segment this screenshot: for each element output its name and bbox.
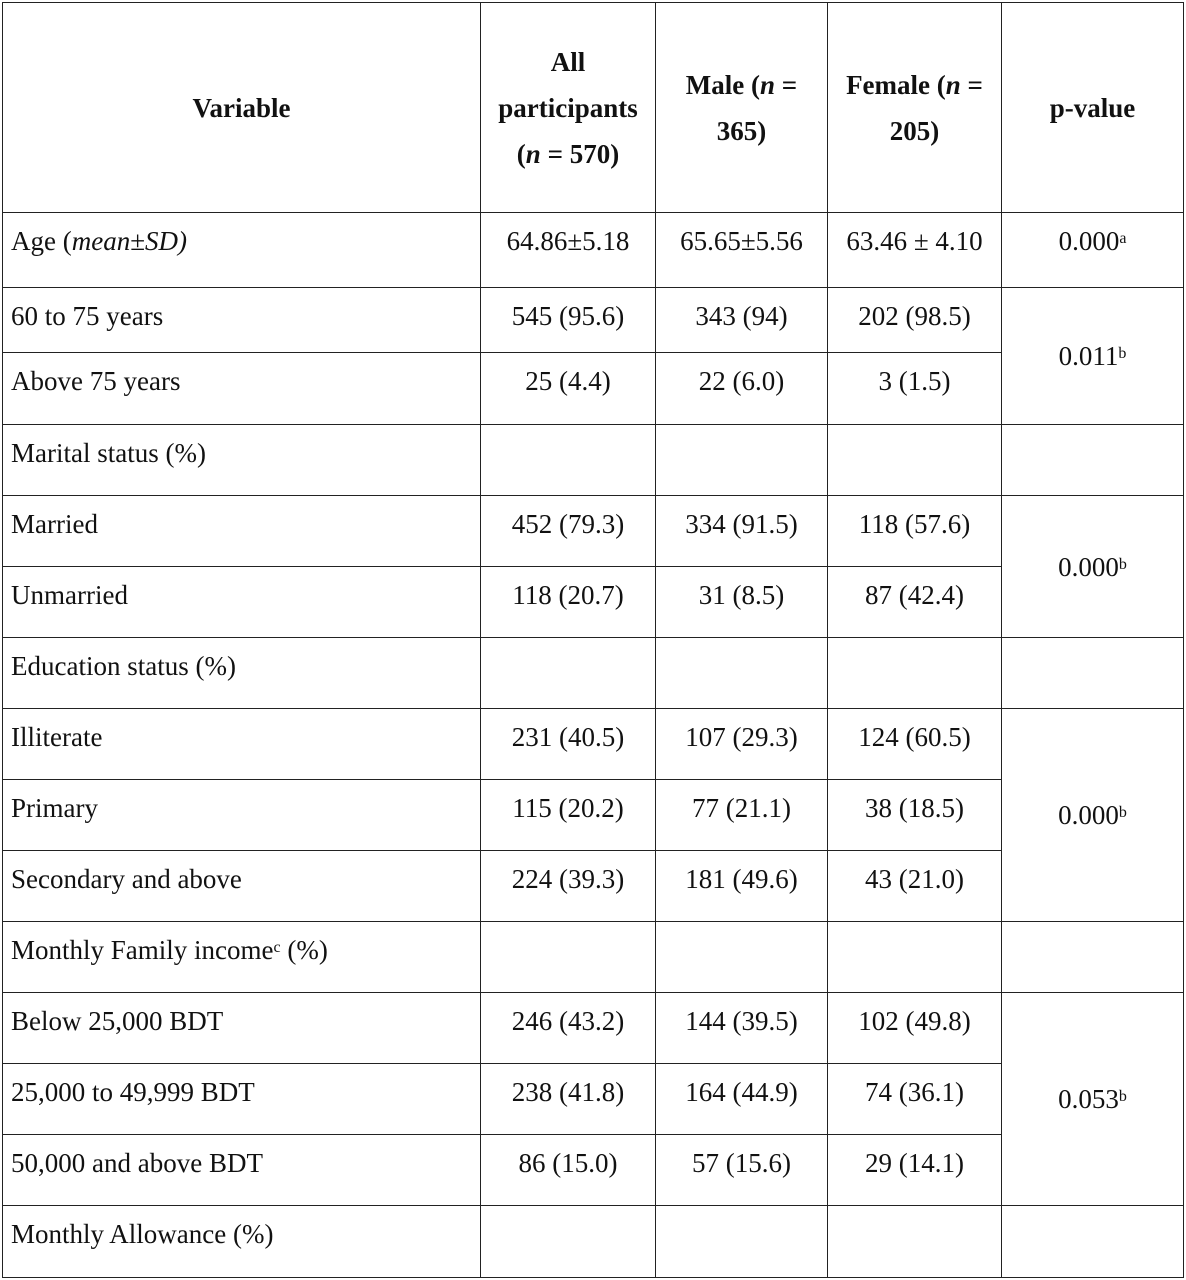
cell-male: 181 (49.6) — [656, 851, 828, 922]
cell-male: 343 (94) — [656, 288, 828, 353]
section-row — [3, 638, 1184, 709]
marital-label: Marital status (%) — [3, 425, 481, 496]
age-group-p-value: 0.011$^b$ — [1002, 288, 1184, 425]
cell-female: 87 (42.4) — [828, 567, 1002, 638]
cell-female: 3 (1.5) — [828, 353, 1002, 425]
empty-cell — [828, 922, 1002, 993]
cell-all: 118 (20.7) — [481, 567, 656, 638]
empty-cell — [828, 1206, 1002, 1278]
cell-all: 545 (95.6) — [481, 288, 656, 353]
empty-cell — [481, 425, 656, 496]
demographics-table — [2, 2, 1184, 1278]
table-row — [3, 496, 1184, 567]
cell-all: 86 (15.0) — [481, 1135, 656, 1206]
row-label: Illiterate — [3, 709, 481, 780]
empty-cell — [828, 638, 1002, 709]
empty-cell — [481, 1206, 656, 1278]
empty-cell — [656, 425, 828, 496]
cell-male: 77 (21.1) — [656, 780, 828, 851]
cell-all: 115 (20.2) — [481, 780, 656, 851]
row-label: Secondary and above — [3, 851, 481, 922]
cell-all: 25 (4.4) — [481, 353, 656, 425]
cell-male: 22 (6.0) — [656, 353, 828, 425]
cell-male: 107 (29.3) — [656, 709, 828, 780]
age-row — [3, 213, 1184, 288]
empty-cell — [1002, 1206, 1184, 1278]
cell-female: 74 (36.1) — [828, 1064, 1002, 1135]
cell-male: 31 (8.5) — [656, 567, 828, 638]
empty-cell — [481, 922, 656, 993]
age-male: 65.65±5.56 — [656, 213, 828, 288]
age-p-value: 0.000$^a$ — [1002, 213, 1184, 288]
cell-male: 164 (44.9) — [656, 1064, 828, 1135]
header-row — [3, 3, 1184, 213]
cell-female: 43 (21.0) — [828, 851, 1002, 922]
allowance-label: Monthly Allowance (%) — [3, 1206, 481, 1278]
age-female: 63.46 ± 4.10 — [828, 213, 1002, 288]
cell-female: 202 (98.5) — [828, 288, 1002, 353]
empty-cell — [1002, 425, 1184, 496]
empty-cell — [656, 1206, 828, 1278]
row-label: Married — [3, 496, 481, 567]
header-male: Male (n = 365) — [656, 3, 828, 213]
cell-all: 238 (41.8) — [481, 1064, 656, 1135]
income-p-value: 0.053$^b$ — [1002, 993, 1184, 1206]
table-row — [3, 288, 1184, 353]
row-label: Below 25,000 BDT — [3, 993, 481, 1064]
cell-all: 224 (39.3) — [481, 851, 656, 922]
row-label: 50,000 and above BDT — [3, 1135, 481, 1206]
cell-all: 231 (40.5) — [481, 709, 656, 780]
empty-cell — [656, 638, 828, 709]
header-variable: Variable — [3, 3, 481, 213]
row-label: 60 to 75 years — [3, 288, 481, 353]
header-female: Female (n = 205) — [828, 3, 1002, 213]
row-label: Above 75 years — [3, 353, 481, 425]
age-all: 64.86±5.18 — [481, 213, 656, 288]
cell-male: 144 (39.5) — [656, 993, 828, 1064]
marital-p-value: 0.000$^b$ — [1002, 496, 1184, 638]
row-label: Primary — [3, 780, 481, 851]
cell-female: 124 (60.5) — [828, 709, 1002, 780]
empty-cell — [656, 922, 828, 993]
education-p-value: 0.000$^b$ — [1002, 709, 1184, 922]
income-label: Monthly Family income$^c$ (%) — [3, 922, 481, 993]
table-row — [3, 709, 1184, 780]
cell-female: 118 (57.6) — [828, 496, 1002, 567]
education-label: Education status (%) — [3, 638, 481, 709]
cell-female: 29 (14.1) — [828, 1135, 1002, 1206]
cell-all: 246 (43.2) — [481, 993, 656, 1064]
cell-male: 334 (91.5) — [656, 496, 828, 567]
table-row — [3, 993, 1184, 1064]
header-all-participants: All participants (n = 570) — [481, 3, 656, 213]
age-label: Age (mean±SD) — [3, 213, 481, 288]
header-p-value: p-value — [1002, 3, 1184, 213]
cell-female: 38 (18.5) — [828, 780, 1002, 851]
empty-cell — [828, 425, 1002, 496]
section-row — [3, 425, 1184, 496]
cell-female: 102 (49.8) — [828, 993, 1002, 1064]
cell-all: 452 (79.3) — [481, 496, 656, 567]
empty-cell — [481, 638, 656, 709]
row-label: 25,000 to 49,999 BDT — [3, 1064, 481, 1135]
cell-male: 57 (15.6) — [656, 1135, 828, 1206]
section-row — [3, 1206, 1184, 1278]
row-label: Unmarried — [3, 567, 481, 638]
empty-cell — [1002, 638, 1184, 709]
empty-cell — [1002, 922, 1184, 993]
section-row — [3, 922, 1184, 993]
